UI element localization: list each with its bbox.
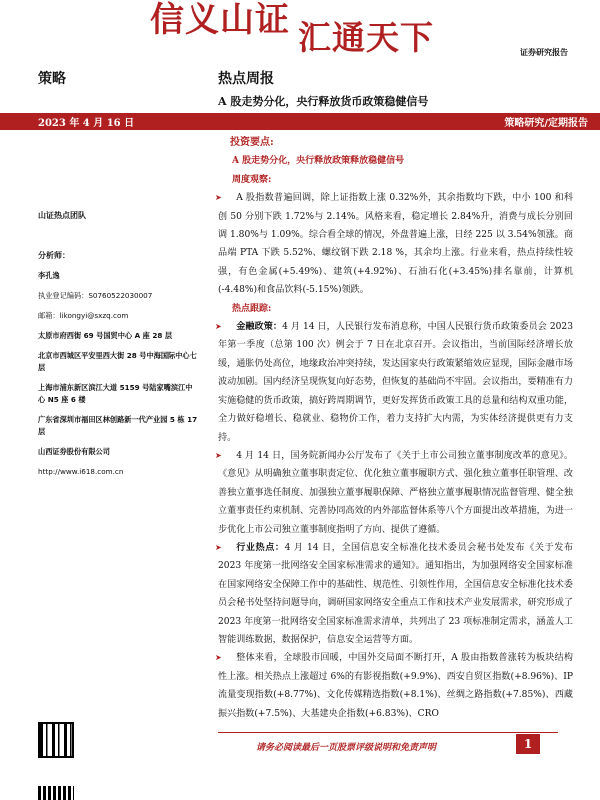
arrow-icon: ➤ xyxy=(215,653,222,663)
section-title: 策略 xyxy=(38,71,66,87)
cert-number: 执业登记编码：S0760522030007 xyxy=(38,291,153,300)
analyst-name: 李孔逸 xyxy=(38,271,60,280)
main-content xyxy=(215,134,573,723)
barcode-icon xyxy=(38,786,74,800)
report-date: 2023 年 4 月 16 日 xyxy=(38,118,135,129)
weekly-title: 周度观察: xyxy=(232,174,272,185)
address-shenzhen: 广东省深圳市福田区林创路新一代产业园 5 栋 17 层 xyxy=(38,415,198,436)
arrow-icon: ➤ xyxy=(215,193,222,203)
team-name: 山证热点团队 xyxy=(38,211,86,220)
disclaimer: 请务必阅读最后一页股票评级说明和免责声明 xyxy=(256,743,437,753)
weekly-paragraph: ➤ A 股指数普遍回调，除上证指数上涨 0.32%外，其余指数均下跌，中小 100 和科创 50 分别下跌 1.72%与 2.14%。风格来看，稳定增长 2.84%升，消费与成长分别回调 1.80%与 1.09%。综合看全球的情况，外盘普遍上涨，日经 225 以 3.54%领涨。商品端 PTA 下跌 5.52%、螺纹钢下跌 2.18 %，其余均上涨。行业来看，热点持续性较强，有色金属(+5.49%)、建筑(+4.92%)、石油石化(+3.45%)排名靠前，计算机(-4.48%)和食品饮料(-5.15%)领跌。 xyxy=(218,189,573,299)
paragraph-overall: ➤ 整体来看，全球股市回暖，中国外交局面不断打开，A 股由指数普涨转为板块结构性上涨。相关热点上涨超过 6%的有影视指数(+9.9%)、西安自贸区指数(+8.96%)、IP 流量变现指数(+8.77%)、文化传媒精选指数(+8.1%)、丝绸之路指数(+7.85%)、西藏振兴指数(+7.5%)、大基建央企指数(+6.83%)、CRO xyxy=(218,649,573,723)
hot-title: 热点跟踪: xyxy=(232,303,272,314)
address-beijing: 北京市西城区平安里西大街 28 号中海国际中心七层 xyxy=(38,351,197,372)
footer-divider xyxy=(218,732,558,733)
page-number: 1 xyxy=(516,734,540,754)
arrow-icon: ➤ xyxy=(215,450,222,460)
paragraph-industry: ➤ 行业热点：4 月 14 日，全国信息安全标准化技术委员会秘书处发布《关于发布 2023 年度第一批网络安全国家标准需求的通知》。通知指出，为加强网络安全国家标准在国家网络安全保障工作中的基础性、规范性、引领性作用，全国信息安全标准化技术委员会秘书处坚持问题导向，调研国家网络安全重点工作和技术产业发展需求，研究形成了 2023 年度第一批网络安全国家标准需求清单，共列出了 23 项标准制定需求，涵盖人工智能训练数据，数据保护，信息安全运营等方面。 xyxy=(218,539,573,649)
analyst-label: 分析师： xyxy=(38,251,70,260)
analyst-info xyxy=(38,250,198,478)
page-title: 热点周报 xyxy=(218,71,274,87)
analyst-email[interactable]: 邮箱：likongyi@sxzq.com xyxy=(38,311,129,320)
report-type: 证券研究报告 xyxy=(520,48,568,57)
address-taiyuan: 太原市府西街 69 号国贸中心 A 座 28 层 xyxy=(38,331,173,340)
key-points-sub: A 股走势分化，央行释放政策释放稳健信号 xyxy=(232,156,405,167)
arrow-icon: ➤ xyxy=(215,542,222,552)
paragraph-financial: ➤ 金融政策：4 月 14 日，人民银行发布消息称，中国人民银行货币政策委员会 2023 年第一季度（总第 100 次）例会于 7 日在北京召开。会议指出，当前国际经济增长放缓，通胀仍处高位，地缘政治冲突持续，发达国家央行政策紧缩效应显现，国际金融市场波动加剧。国内经济呈现恢复向好态势，但恢复的基础尚不牢固。会议指出，要精准有力实施稳健的货币政策，搞好跨周期调节，更好发挥货币政策工具的总量和结构双重功能，全力做好稳增长、稳就业、稳物价工作，着力支持扩大内需，为实体经济提供更有力支持。 xyxy=(218,318,573,447)
paragraph-director: ➤ 4 月 14 日，国务院新闻办公厅发布了《关于上市公司独立董事制度改革的意见》。《意见》从明确独立董事职责定位、优化独立董事履职方式、强化独立董事任职管理、改善独立董事选任制度、加强独立董事履职保障、严格独立董事履职情况监督管理、健全独立董事责任约束机制、完善协同高效的内外部监督体系等八个方面提出改革措施，为进一步优化上市公司独立董事制度指明了方向、提供了遵循。 xyxy=(218,447,573,539)
qr-code-icon xyxy=(38,722,74,758)
website-link[interactable]: http://www.i618.com.cn xyxy=(38,467,124,476)
report-category: 策略研究/定期报告 xyxy=(504,118,588,129)
address-shanghai: 上海市浦东新区滨江大道 5159 号陆家嘴滨江中心 N5 座 6 楼 xyxy=(38,383,193,404)
headline: A 股走势分化，央行释放货币政策稳健信号 xyxy=(218,95,429,108)
arrow-icon: ➤ xyxy=(215,322,222,332)
key-points-title: 投资要点: xyxy=(230,137,274,148)
logo: 信义山证 汇通天下 xyxy=(150,0,434,57)
company-name: 山西证券股份有限公司 xyxy=(38,447,110,456)
